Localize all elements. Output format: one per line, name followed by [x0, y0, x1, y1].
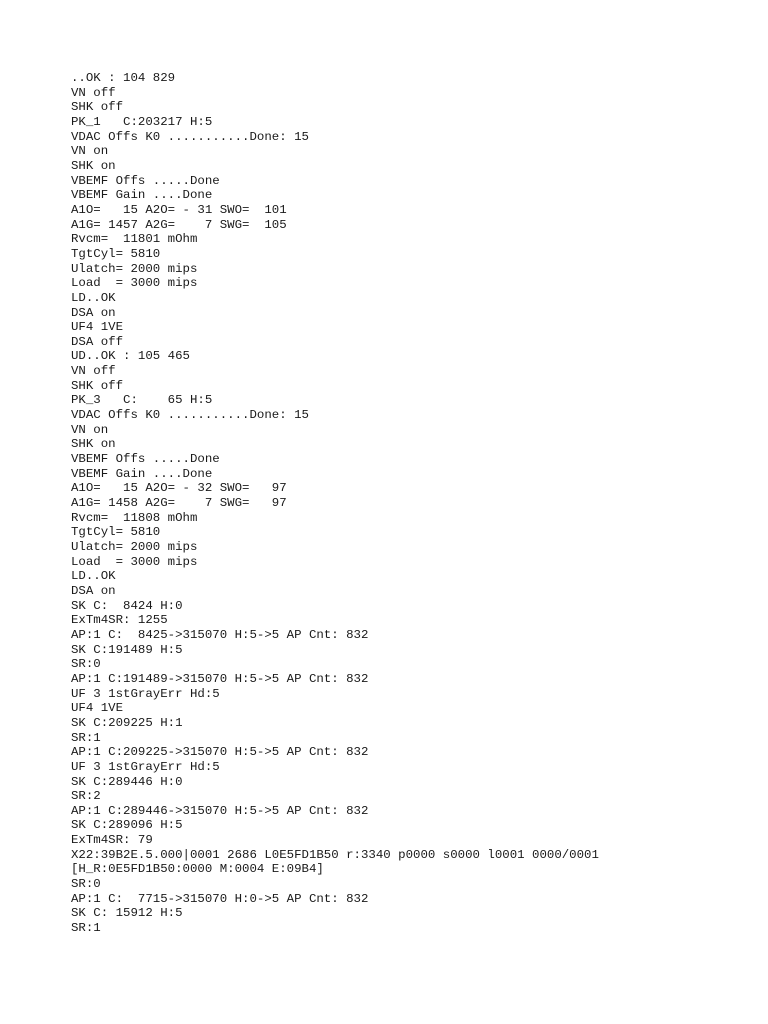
log-line: VBEMF Gain ....Done — [71, 466, 213, 481]
log-line: VDAC Offs K0 ...........Done: 15 — [71, 129, 309, 144]
log-line: SK C:289096 H:5 — [71, 818, 183, 833]
log-line: SHK on — [71, 158, 116, 173]
log-line: SK C:209225 H:1 — [71, 715, 183, 730]
log-line: SR:2 — [71, 789, 101, 804]
log-line: Rvcm= 11808 mOhm — [71, 510, 198, 525]
log-line: VN off — [71, 364, 116, 379]
log-text-block — [71, 71, 599, 936]
log-line: PK_3 C: 65 H:5 — [71, 393, 213, 408]
log-line: SR:1 — [71, 921, 101, 936]
log-line: UF4 1VE — [71, 701, 124, 716]
log-line: ExTm4SR: 1255 — [71, 613, 168, 628]
log-line: [H_R:0E5FD1B50:0000 M:0004 E:09B4] — [71, 862, 324, 877]
log-line: SHK on — [71, 437, 116, 452]
log-line: A1O= 15 A2O= - 31 SWO= 101 — [71, 202, 287, 217]
log-line: SHK off — [71, 378, 124, 393]
log-line: SR:0 — [71, 657, 101, 672]
log-line: ExTm4SR: 79 — [71, 833, 153, 848]
log-line: A1G= 1457 A2G= 7 SWG= 105 — [71, 217, 287, 232]
log-line: Rvcm= 11801 mOhm — [71, 232, 198, 247]
log-line: UF4 1VE — [71, 320, 124, 335]
log-line: SHK off — [71, 100, 124, 115]
log-line: SK C: 8424 H:0 — [71, 598, 183, 613]
log-line: A1G= 1458 A2G= 7 SWG= 97 — [71, 496, 287, 511]
log-line: AP:1 C: 7715->315070 H:0->5 AP Cnt: 832 — [71, 891, 369, 906]
log-line: LD..OK — [71, 569, 116, 584]
log-line: SK C: 15912 H:5 — [71, 906, 183, 921]
log-line: VDAC Offs K0 ...........Done: 15 — [71, 408, 309, 423]
log-line: DSA on — [71, 305, 116, 320]
log-line: AP:1 C:209225->315070 H:5->5 AP Cnt: 832 — [71, 745, 369, 760]
log-line: VBEMF Offs .....Done — [71, 452, 220, 467]
log-line: SR:0 — [71, 877, 101, 892]
log-line: AP:1 C: 8425->315070 H:5->5 AP Cnt: 832 — [71, 627, 369, 642]
log-line: Ulatch= 2000 mips — [71, 540, 198, 554]
log-line: DSA on — [71, 583, 116, 598]
log-line: VBEMF Offs .....Done — [71, 173, 220, 188]
log-line: VN on — [71, 144, 109, 159]
log-line: AP:1 C:289446->315070 H:5->5 AP Cnt: 832 — [71, 803, 369, 818]
log-line: TgtCyl= 5810 — [71, 246, 161, 261]
log-line: DSA off — [71, 334, 124, 349]
log-line: ..OK : 104 829 — [71, 71, 176, 85]
log-line: SR:1 — [71, 730, 101, 745]
log-line: VN on — [71, 422, 109, 437]
log-line: Load = 3000 mips — [71, 276, 198, 291]
log-line: X22:39B2E.5.000|0001 2686 L0E5FD1B50 r:3340 p0000 s0000 l0001 0000/0001 — [71, 847, 599, 862]
log-line: SK C:289446 H:0 — [71, 774, 183, 789]
log-line: Load = 3000 mips — [71, 554, 198, 569]
log-line: VBEMF Gain ....Done — [71, 188, 213, 203]
log-line: UF 3 1stGrayErr Hd:5 — [71, 759, 220, 774]
log-line: A1O= 15 A2O= - 32 SWO= 97 — [71, 481, 287, 496]
log-line: AP:1 C:191489->315070 H:5->5 AP Cnt: 832 — [71, 671, 369, 686]
log-line: LD..OK — [71, 290, 116, 305]
log-line: UF 3 1stGrayErr Hd:5 — [71, 686, 220, 701]
log-line: UD..OK : 105 465 — [71, 349, 190, 364]
log-line: SK C:191489 H:5 — [71, 642, 183, 657]
log-line: VN off — [71, 85, 116, 100]
log-line: Ulatch= 2000 mips — [71, 261, 198, 276]
log-line: TgtCyl= 5810 — [71, 525, 161, 540]
log-line: PK_1 C:203217 H:5 — [71, 114, 213, 129]
